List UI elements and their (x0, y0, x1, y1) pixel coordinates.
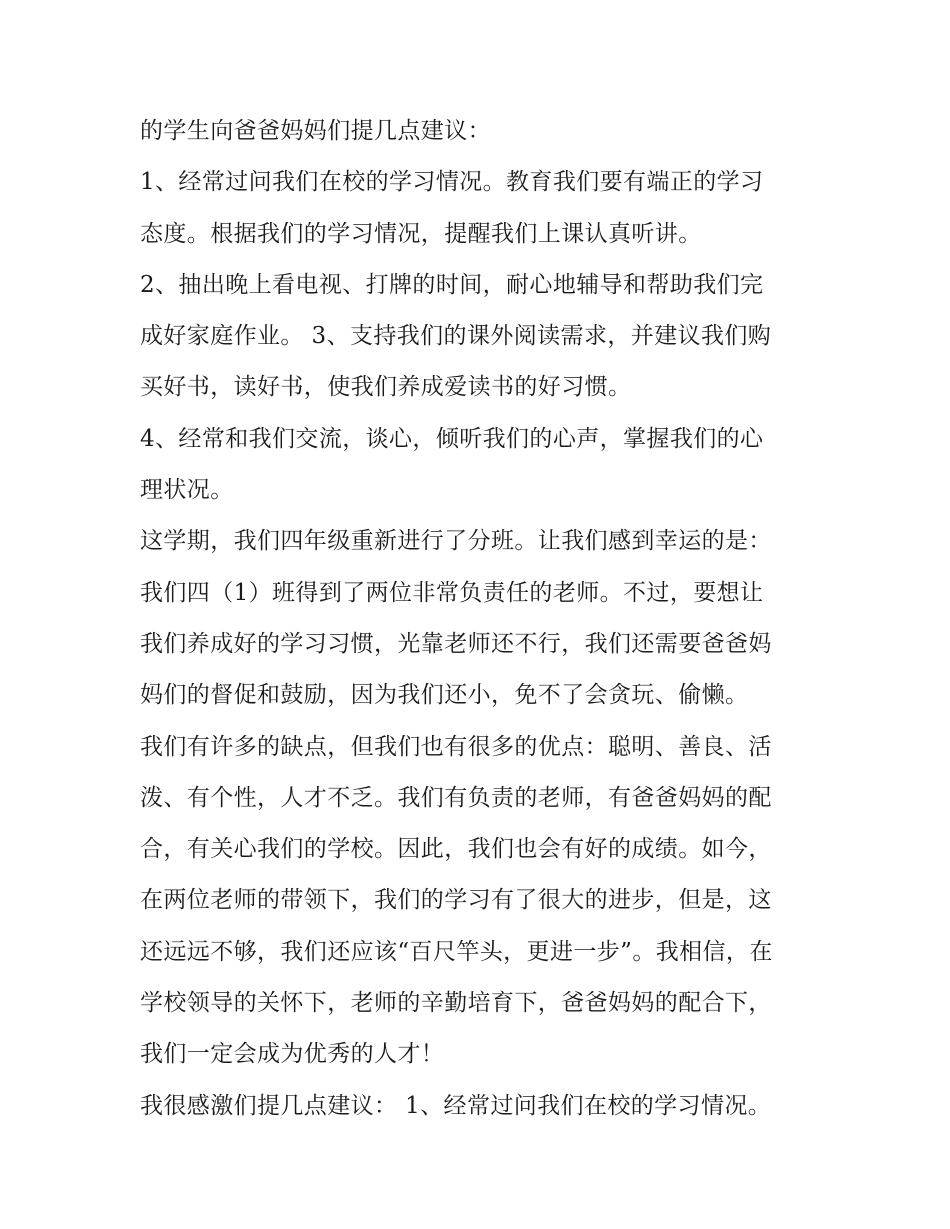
text-line: 的学生向爸爸妈妈们提几点建议： (140, 118, 491, 144)
text-line: 这学期，我们四年级重新进行了分班。让我们感到幸运的是： (140, 528, 772, 555)
text-line: 成好家庭作业。 3、支持我们的课外阅读需求，并建议我们购 (140, 323, 772, 350)
text-line: 买好书，读好书，使我们养成爱读书的好习惯。 (140, 374, 632, 401)
text-line: 学校领导的关怀下，老师的辛勤培育下，爸爸妈妈的配合下， (140, 990, 772, 1017)
text-line: 我们四（1）班得到了两位非常负责任的老师。不过，要想让 (140, 579, 764, 606)
text-line: 我们有许多的缺点，但我们也有很多的优点：聪明、善良、活 (140, 733, 772, 760)
text-line: 2、抽出晚上看电视、打牌的时间，耐心地辅导和帮助我们完 (140, 271, 764, 298)
text-line: 态度。根据我们的学习情况，提醒我们上课认真听讲。 (140, 220, 702, 247)
text-line: 理状况。 (140, 477, 234, 504)
text-line: 泼、有个性，人才不乏。我们有负责的老师，有爸爸妈妈的配 (140, 784, 772, 811)
text-line: 在两位老师的带领下，我们的学习有了很大的进步，但是，这 (140, 887, 772, 914)
body-text (140, 106, 830, 1132)
text-line: 我们一定会成为优秀的人才！ (140, 1041, 445, 1068)
text-line: 我们养成好的学习习惯，光靠老师还不行，我们还需要爸爸妈 (140, 630, 772, 657)
text-line: 我很感激们提几点建议： 1、经常过问我们在校的学习情况。 (140, 1092, 772, 1119)
text-line: 还远远不够，我们还应该“百尺竿头，更进一步”。我相信，在 (140, 938, 773, 965)
text-line: 1、经常过问我们在校的学习情况。教育我们要有端正的学习 (140, 169, 764, 196)
text-line: 合，有关心我们的学校。因此，我们也会有好的成绩。如今， (140, 836, 772, 863)
text-line: 妈们的督促和鼓励，因为我们还小，免不了会贪玩、偷懒。 (140, 682, 749, 709)
text-line: 4、经常和我们交流，谈心，倾听我们的心声，掌握我们的心 (140, 425, 764, 452)
